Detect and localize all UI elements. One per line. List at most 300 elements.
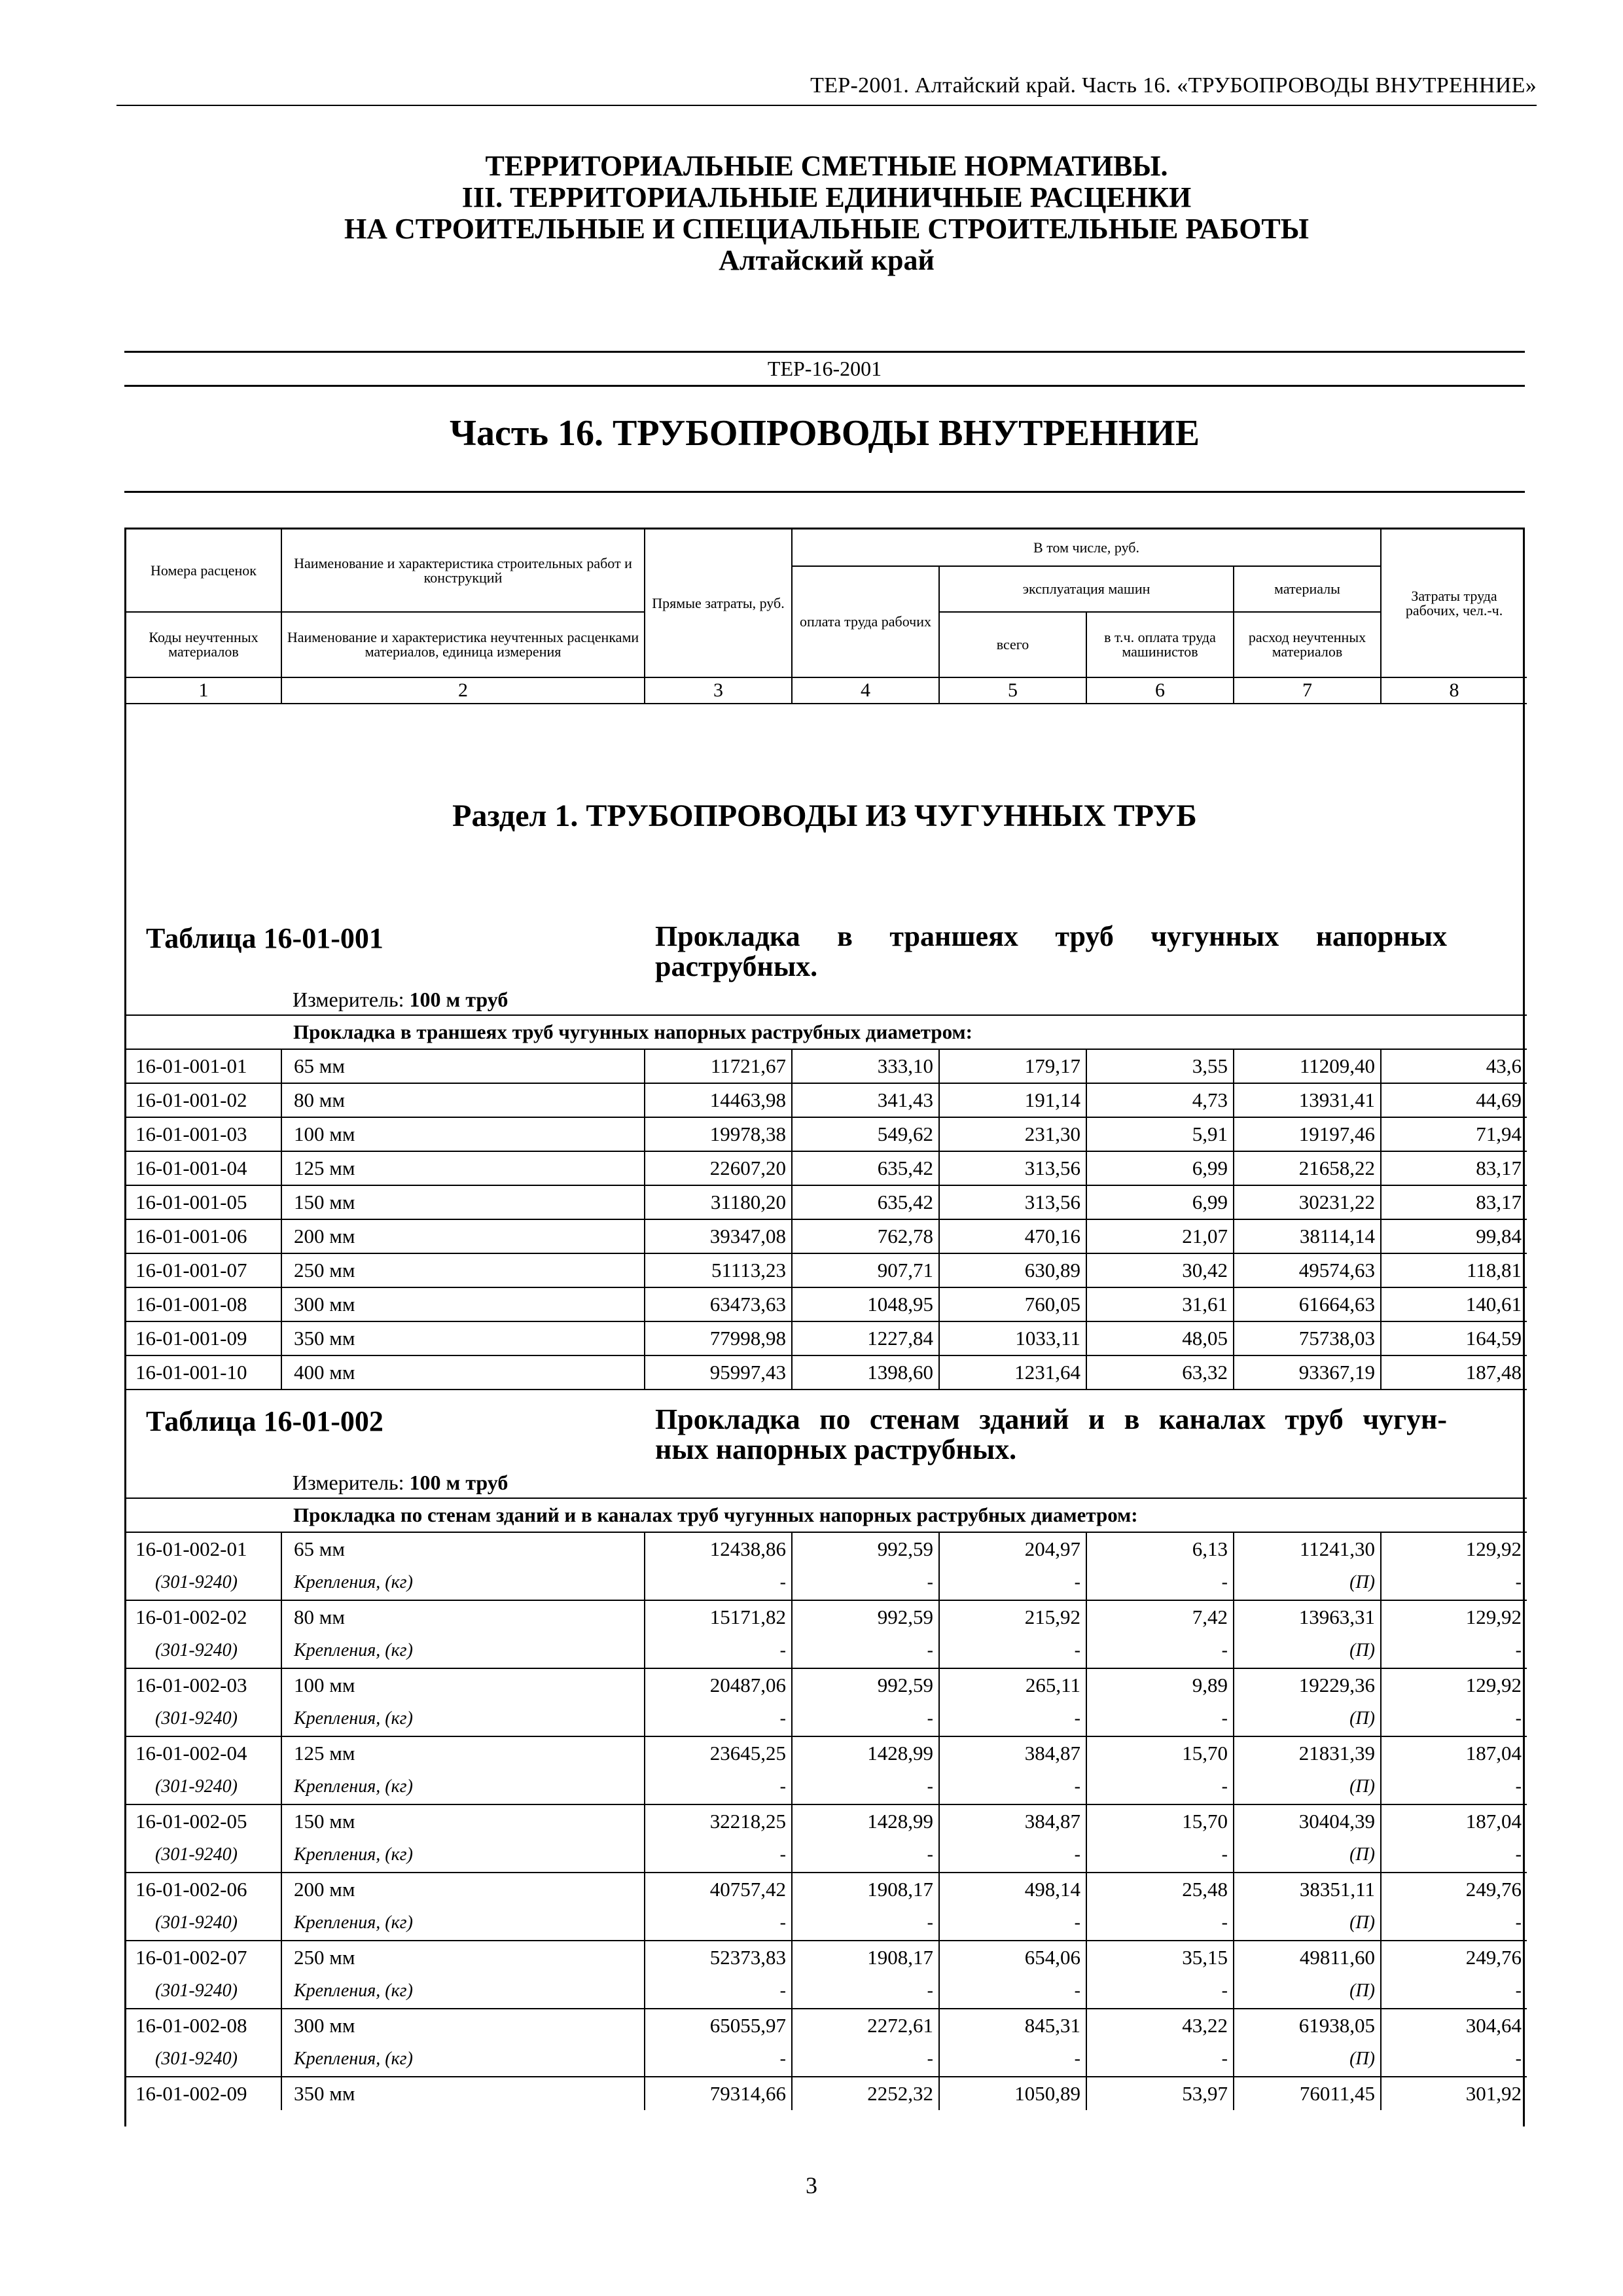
- rate-code: (301-9240): [126, 1566, 281, 1600]
- materials-cost: 11241,30: [1234, 1532, 1381, 1566]
- col-number-6: 6: [1086, 677, 1234, 704]
- rate-code: 16-01-001-08: [126, 1287, 281, 1321]
- labor-hours: 83,17: [1381, 1151, 1527, 1185]
- item-name: 250 мм: [281, 1253, 645, 1287]
- item-name: Крепления, (кг): [281, 1974, 645, 2009]
- labor-hours: 129,92: [1381, 1668, 1527, 1702]
- labor-hours: 164,59: [1381, 1321, 1527, 1355]
- table-16-01-001-heading: [126, 914, 1523, 984]
- materials-cost: 75738,03: [1234, 1321, 1381, 1355]
- section-title: Раздел 1. ТРУБОПРОВОДЫ ИЗ ЧУГУННЫХ ТРУБ: [452, 798, 1197, 833]
- direct-cost: 51113,23: [645, 1253, 792, 1287]
- machinist-labor: 15,70: [1086, 1804, 1234, 1838]
- labor-cost: 762,78: [792, 1219, 939, 1253]
- labor-hours: 304,64: [1381, 2009, 1527, 2042]
- ter-code: ТЕР-16-2001: [767, 357, 882, 380]
- labor-cost: 635,42: [792, 1185, 939, 1219]
- machinist-labor: 7,42: [1086, 1600, 1234, 1634]
- table-row: [126, 1804, 1527, 1838]
- machinist-labor: -: [1086, 1634, 1234, 1668]
- rate-code: (301-9240): [126, 1634, 281, 1668]
- rate-code: (301-9240): [126, 1906, 281, 1941]
- col-1-top-header: Номера расценок: [126, 529, 281, 612]
- rate-code: 16-01-002-04: [126, 1736, 281, 1770]
- direct-cost: 20487,06: [645, 1668, 792, 1702]
- labor-hours: 187,04: [1381, 1736, 1527, 1770]
- col-number-2: 2: [281, 677, 645, 704]
- machine-cost: 1050,89: [939, 2077, 1086, 2110]
- material-subrow: [126, 1566, 1527, 1600]
- table-row: [126, 1355, 1527, 1390]
- item-name: 65 мм: [281, 1049, 645, 1083]
- labor-cost: 1908,17: [792, 1941, 939, 1974]
- item-name: 400 мм: [281, 1355, 645, 1390]
- machinist-labor: 6,13: [1086, 1532, 1234, 1566]
- item-name: 125 мм: [281, 1736, 645, 1770]
- materials-cost: 93367,19: [1234, 1355, 1381, 1390]
- table-16-01-002: [126, 1498, 1527, 2110]
- rate-code: 16-01-002-06: [126, 1873, 281, 1906]
- col-4-header: оплата труда рабочих: [792, 566, 939, 677]
- machine-cost: 265,11: [939, 1668, 1086, 1702]
- machine-cost: 654,06: [939, 1941, 1086, 1974]
- item-name: 350 мм: [281, 2077, 645, 2110]
- rate-code: 16-01-001-04: [126, 1151, 281, 1185]
- title-line-3: НА СТРОИТЕЛЬНЫЕ И СПЕЦИАЛЬНЫЕ СТРОИТЕЛЬНЫЕ РАБОТЫ: [344, 213, 1309, 245]
- materials-cost: (П): [1234, 1566, 1381, 1600]
- group-header: В том числе, руб.: [792, 529, 1381, 566]
- unit-value: 100 м труб: [409, 988, 508, 1011]
- item-name: 80 мм: [281, 1083, 645, 1117]
- col-number-1: 1: [126, 677, 281, 704]
- col-7-header: расход неучтенных материалов: [1234, 612, 1381, 677]
- direct-cost: 79314,66: [645, 2077, 792, 2110]
- unit-line: [126, 1467, 1523, 1498]
- direct-cost: 95997,43: [645, 1355, 792, 1390]
- labor-cost: 333,10: [792, 1049, 939, 1083]
- unit-value: 100 м труб: [409, 1471, 508, 1494]
- direct-cost: 12438,86: [645, 1532, 792, 1566]
- direct-cost: 52373,83: [645, 1941, 792, 1974]
- labor-hours: 187,48: [1381, 1355, 1527, 1390]
- direct-cost: 40757,42: [645, 1873, 792, 1906]
- machinist-labor: -: [1086, 1770, 1234, 1804]
- material-subrow: [126, 1906, 1527, 1941]
- labor-hours: -: [1381, 1566, 1527, 1600]
- machine-cost: 384,87: [939, 1804, 1086, 1838]
- item-name: 200 мм: [281, 1873, 645, 1906]
- rule-under-part: [124, 491, 1525, 493]
- rate-code: 16-01-001-07: [126, 1253, 281, 1287]
- machine-cost: 215,92: [939, 1600, 1086, 1634]
- title-line-4: Алтайский край: [719, 244, 935, 276]
- table-number: Таблица 16-01-002: [146, 1405, 383, 1437]
- rate-code: 16-01-001-09: [126, 1321, 281, 1355]
- col-5-header: всего: [939, 612, 1086, 677]
- materials-cost: (П): [1234, 1974, 1381, 2009]
- labor-cost: 2252,32: [792, 2077, 939, 2110]
- machinist-labor: -: [1086, 2042, 1234, 2077]
- direct-cost: -: [645, 1770, 792, 1804]
- table-row: [126, 1219, 1527, 1253]
- table-row: [126, 1049, 1527, 1083]
- labor-hours: 129,92: [1381, 1532, 1527, 1566]
- materials-cost: 38351,11: [1234, 1873, 1381, 1906]
- unit-label: Измеритель:: [293, 988, 404, 1011]
- unit-label: Измеритель:: [293, 1471, 404, 1494]
- machinist-labor: -: [1086, 1974, 1234, 2009]
- machine-cost: -: [939, 1566, 1086, 1600]
- rate-code: (301-9240): [126, 2042, 281, 2077]
- materials-cost: 30231,22: [1234, 1185, 1381, 1219]
- rate-code: (301-9240): [126, 1974, 281, 2009]
- item-name: 125 мм: [281, 1151, 645, 1185]
- labor-hours: 44,69: [1381, 1083, 1527, 1117]
- direct-cost: 77998,98: [645, 1321, 792, 1355]
- table-description-line-1: Прокладка по стенам зданий и в каналах труб чугун-: [655, 1403, 1447, 1435]
- rate-code: 16-01-001-01: [126, 1049, 281, 1083]
- machinist-labor: -: [1086, 1906, 1234, 1941]
- labor-cost: 992,59: [792, 1668, 939, 1702]
- machine-cost: -: [939, 1702, 1086, 1736]
- table-subheading: Прокладка в траншеях труб чугунных напорных раструбных диаметром:: [281, 1015, 1527, 1049]
- col-3-header: Прямые затраты, руб.: [645, 529, 792, 677]
- direct-cost: 22607,20: [645, 1151, 792, 1185]
- materials-header: материалы: [1234, 566, 1381, 612]
- materials-cost: 61664,63: [1234, 1287, 1381, 1321]
- material-subrow: [126, 1974, 1527, 2009]
- labor-hours: 43,6: [1381, 1049, 1527, 1083]
- materials-cost: (П): [1234, 1770, 1381, 1804]
- item-name: Крепления, (кг): [281, 1702, 645, 1736]
- material-subrow: [126, 1770, 1527, 1804]
- title-line-2: III. ТЕРРИТОРИАЛЬНЫЕ ЕДИНИЧНЫЕ РАСЦЕНКИ: [461, 181, 1192, 213]
- machine-cost: -: [939, 1838, 1086, 1873]
- rates-table-frame: [124, 528, 1525, 2126]
- materials-cost: (П): [1234, 1906, 1381, 1941]
- rate-code: 16-01-002-03: [126, 1668, 281, 1702]
- materials-cost: (П): [1234, 2042, 1381, 2077]
- materials-cost: (П): [1234, 1702, 1381, 1736]
- machinist-labor: 43,22: [1086, 2009, 1234, 2042]
- machinist-labor: 5,91: [1086, 1117, 1234, 1151]
- direct-cost: 65055,97: [645, 2009, 792, 2042]
- machinist-labor: 6,99: [1086, 1151, 1234, 1185]
- item-name: 80 мм: [281, 1600, 645, 1634]
- direct-cost: -: [645, 1702, 792, 1736]
- machinist-labor: 9,89: [1086, 1668, 1234, 1702]
- rate-code: (301-9240): [126, 1838, 281, 1873]
- machinist-labor: 3,55: [1086, 1049, 1234, 1083]
- rate-code: 16-01-001-02: [126, 1083, 281, 1117]
- labor-hours: -: [1381, 1906, 1527, 1941]
- materials-cost: 11209,40: [1234, 1049, 1381, 1083]
- materials-cost: 19229,36: [1234, 1668, 1381, 1702]
- labor-cost: 992,59: [792, 1532, 939, 1566]
- labor-hours: 129,92: [1381, 1600, 1527, 1634]
- labor-cost: -: [792, 1974, 939, 2009]
- rate-code: 16-01-001-03: [126, 1117, 281, 1151]
- direct-cost: -: [645, 1974, 792, 2009]
- title-line-1: ТЕРРИТОРИАЛЬНЫЕ СМЕТНЫЕ НОРМАТИВЫ.: [485, 150, 1168, 182]
- machine-cost: 498,14: [939, 1873, 1086, 1906]
- machinist-labor: 53,97: [1086, 2077, 1234, 2110]
- machine-cost: 313,56: [939, 1185, 1086, 1219]
- direct-cost: 11721,67: [645, 1049, 792, 1083]
- item-name: Крепления, (кг): [281, 1770, 645, 1804]
- direct-cost: 23645,25: [645, 1736, 792, 1770]
- direct-cost: 39347,08: [645, 1219, 792, 1253]
- labor-cost: -: [792, 1906, 939, 1941]
- rate-code: 16-01-002-02: [126, 1600, 281, 1634]
- labor-hours: 301,92: [1381, 2077, 1527, 2110]
- col-number-8: 8: [1381, 677, 1527, 704]
- col-1-bottom-header: Коды неучтенных материалов: [126, 612, 281, 677]
- table-16-01-001-rows: [126, 1049, 1527, 1390]
- materials-cost: 30404,39: [1234, 1804, 1381, 1838]
- table-row: [126, 1600, 1527, 1634]
- rate-code: 16-01-002-07: [126, 1941, 281, 1974]
- machine-cost: -: [939, 1974, 1086, 2009]
- labor-cost: 1227,84: [792, 1321, 939, 1355]
- materials-cost: 13963,31: [1234, 1600, 1381, 1634]
- labor-cost: -: [792, 1838, 939, 1873]
- item-name: 250 мм: [281, 1941, 645, 1974]
- col-number-4: 4: [792, 677, 939, 704]
- machine-cost: 630,89: [939, 1253, 1086, 1287]
- document-title: [116, 151, 1537, 276]
- machinist-labor: 4,73: [1086, 1083, 1234, 1117]
- table-row: [126, 1287, 1527, 1321]
- labor-hours: -: [1381, 2042, 1527, 2077]
- materials-cost: 49574,63: [1234, 1253, 1381, 1287]
- material-subrow: [126, 1838, 1527, 1873]
- labor-hours: 118,81: [1381, 1253, 1527, 1287]
- machinist-labor: 63,32: [1086, 1355, 1234, 1390]
- labor-cost: 549,62: [792, 1117, 939, 1151]
- item-name: Крепления, (кг): [281, 1906, 645, 1941]
- table-row: [126, 1668, 1527, 1702]
- materials-cost: 21658,22: [1234, 1151, 1381, 1185]
- table-row: [126, 1253, 1527, 1287]
- item-name: Крепления, (кг): [281, 1838, 645, 1873]
- rate-code: (301-9240): [126, 1702, 281, 1736]
- machinist-labor: 21,07: [1086, 1219, 1234, 1253]
- page-number: 3: [806, 2172, 817, 2198]
- labor-cost: 635,42: [792, 1151, 939, 1185]
- labor-hours: 99,84: [1381, 1219, 1527, 1253]
- rate-code: 16-01-002-08: [126, 2009, 281, 2042]
- machine-cost: 231,30: [939, 1117, 1086, 1151]
- machines-header: эксплуатация машин: [939, 566, 1234, 612]
- labor-hours: 249,76: [1381, 1873, 1527, 1906]
- rate-code: 16-01-002-05: [126, 1804, 281, 1838]
- materials-cost: 19197,46: [1234, 1117, 1381, 1151]
- labor-cost: 907,71: [792, 1253, 939, 1287]
- direct-cost: -: [645, 1838, 792, 1873]
- machinist-labor: 30,42: [1086, 1253, 1234, 1287]
- item-name: Крепления, (кг): [281, 1634, 645, 1668]
- table-row: [126, 2077, 1527, 2110]
- direct-cost: 19978,38: [645, 1117, 792, 1151]
- table-description: Прокладка в траншеях труб чугунных напорных раструбных.: [655, 920, 1447, 982]
- rate-code: 16-01-002-01: [126, 1532, 281, 1566]
- direct-cost: 31180,20: [645, 1185, 792, 1219]
- table-16-01-002-rows: [126, 1532, 1527, 2110]
- table-16-01-002-heading: [126, 1397, 1523, 1467]
- labor-hours: 71,94: [1381, 1117, 1527, 1151]
- labor-cost: -: [792, 1566, 939, 1600]
- machine-cost: 204,97: [939, 1532, 1086, 1566]
- column-header-table: [126, 529, 1527, 704]
- table-description: [655, 1405, 1447, 1465]
- table-row: [126, 1736, 1527, 1770]
- labor-cost: -: [792, 1634, 939, 1668]
- table-row: [126, 1151, 1527, 1185]
- table-row: [126, 1185, 1527, 1219]
- machinist-labor: 31,61: [1086, 1287, 1234, 1321]
- col-6-header: в т.ч. оплата труда машинистов: [1086, 612, 1234, 677]
- machinist-labor: -: [1086, 1566, 1234, 1600]
- item-name: Крепления, (кг): [281, 1566, 645, 1600]
- labor-cost: -: [792, 2042, 939, 2077]
- item-name: Крепления, (кг): [281, 2042, 645, 2077]
- item-name: 150 мм: [281, 1185, 645, 1219]
- labor-cost: 1908,17: [792, 1873, 939, 1906]
- machine-cost: 179,17: [939, 1049, 1086, 1083]
- materials-cost: (П): [1234, 1838, 1381, 1873]
- col-number-7: 7: [1234, 677, 1381, 704]
- machinist-labor: 35,15: [1086, 1941, 1234, 1974]
- machinist-labor: -: [1086, 1702, 1234, 1736]
- materials-cost: 61938,05: [1234, 2009, 1381, 2042]
- labor-hours: -: [1381, 1974, 1527, 2009]
- material-subrow: [126, 2042, 1527, 2077]
- machine-cost: 845,31: [939, 2009, 1086, 2042]
- machine-cost: -: [939, 1906, 1086, 1941]
- col-2-top-header: Наименование и характеристика строительных работ и конструкций: [281, 529, 645, 612]
- table-row: [126, 1873, 1527, 1906]
- materials-cost: (П): [1234, 1634, 1381, 1668]
- direct-cost: 63473,63: [645, 1287, 792, 1321]
- item-name: 300 мм: [281, 2009, 645, 2042]
- direct-cost: 32218,25: [645, 1804, 792, 1838]
- header-rule: [116, 105, 1537, 106]
- labor-hours: 140,61: [1381, 1287, 1527, 1321]
- item-name: 350 мм: [281, 1321, 645, 1355]
- col-8-header: Затраты труда рабочих, чел.-ч.: [1381, 529, 1527, 677]
- col-number-3: 3: [645, 677, 792, 704]
- labor-hours: -: [1381, 1702, 1527, 1736]
- rule-under-code: [124, 385, 1525, 387]
- direct-cost: -: [645, 1566, 792, 1600]
- labor-cost: -: [792, 1702, 939, 1736]
- machinist-labor: 6,99: [1086, 1185, 1234, 1219]
- machine-cost: 760,05: [939, 1287, 1086, 1321]
- table-row: [126, 1941, 1527, 1974]
- item-name: 65 мм: [281, 1532, 645, 1566]
- rate-code: 16-01-001-06: [126, 1219, 281, 1253]
- table-number: Таблица 16-01-001: [146, 922, 383, 954]
- machine-cost: -: [939, 1634, 1086, 1668]
- labor-hours: -: [1381, 1634, 1527, 1668]
- machinist-labor: -: [1086, 1838, 1234, 1873]
- materials-cost: 38114,14: [1234, 1219, 1381, 1253]
- labor-cost: 1048,95: [792, 1287, 939, 1321]
- unit-line: [126, 984, 1523, 1014]
- item-name: 100 мм: [281, 1117, 645, 1151]
- running-header: ТЕР-2001. Алтайский край. Часть 16. «ТРУБОПРОВОДЫ ВНУТРЕННИЕ»: [810, 73, 1537, 98]
- col-number-5: 5: [939, 677, 1086, 704]
- machine-cost: -: [939, 1770, 1086, 1804]
- direct-cost: 15171,82: [645, 1600, 792, 1634]
- machine-cost: 313,56: [939, 1151, 1086, 1185]
- table-row: [126, 2009, 1527, 2042]
- part-title: Часть 16. ТРУБОПРОВОДЫ ВНУТРЕННИЕ: [449, 413, 1200, 454]
- labor-cost: 992,59: [792, 1600, 939, 1634]
- materials-cost: 21831,39: [1234, 1736, 1381, 1770]
- machine-cost: 470,16: [939, 1219, 1086, 1253]
- labor-hours: 83,17: [1381, 1185, 1527, 1219]
- direct-cost: -: [645, 1634, 792, 1668]
- labor-cost: 1428,99: [792, 1736, 939, 1770]
- table-subheading: Прокладка по стенам зданий и в каналах труб чугунных напорных раструбных диаметром:: [281, 1498, 1527, 1532]
- material-subrow: [126, 1634, 1527, 1668]
- table-16-01-001: [126, 1014, 1527, 1390]
- machine-cost: 1231,64: [939, 1355, 1086, 1390]
- materials-cost: 76011,45: [1234, 2077, 1381, 2110]
- rate-code: (301-9240): [126, 1770, 281, 1804]
- table-row: [126, 1117, 1527, 1151]
- table-description-line-2: ных напорных раструбных.: [655, 1433, 1017, 1465]
- rule-top: [124, 351, 1525, 353]
- materials-cost: 49811,60: [1234, 1941, 1381, 1974]
- rate-code: 16-01-001-05: [126, 1185, 281, 1219]
- item-name: 150 мм: [281, 1804, 645, 1838]
- machinist-labor: 15,70: [1086, 1736, 1234, 1770]
- table-row: [126, 1083, 1527, 1117]
- table-row: [126, 1321, 1527, 1355]
- materials-cost: 13931,41: [1234, 1083, 1381, 1117]
- machine-cost: 1033,11: [939, 1321, 1086, 1355]
- labor-cost: 1428,99: [792, 1804, 939, 1838]
- rate-code: 16-01-001-10: [126, 1355, 281, 1390]
- col-2-bottom-header: Наименование и характеристика неучтенных расценками материалов, единица измерения: [281, 612, 645, 677]
- labor-cost: 2272,61: [792, 2009, 939, 2042]
- labor-hours: 249,76: [1381, 1941, 1527, 1974]
- table-row: [126, 1532, 1527, 1566]
- labor-hours: -: [1381, 1770, 1527, 1804]
- labor-cost: 341,43: [792, 1083, 939, 1117]
- machinist-labor: 25,48: [1086, 1873, 1234, 1906]
- rate-code: 16-01-002-09: [126, 2077, 281, 2110]
- material-subrow: [126, 1702, 1527, 1736]
- direct-cost: -: [645, 2042, 792, 2077]
- labor-hours: -: [1381, 1838, 1527, 1873]
- direct-cost: -: [645, 1906, 792, 1941]
- direct-cost: 14463,98: [645, 1083, 792, 1117]
- labor-hours: 187,04: [1381, 1804, 1527, 1838]
- machine-cost: 191,14: [939, 1083, 1086, 1117]
- labor-cost: -: [792, 1770, 939, 1804]
- item-name: 200 мм: [281, 1219, 645, 1253]
- item-name: 100 мм: [281, 1668, 645, 1702]
- machine-cost: -: [939, 2042, 1086, 2077]
- machine-cost: 384,87: [939, 1736, 1086, 1770]
- machinist-labor: 48,05: [1086, 1321, 1234, 1355]
- item-name: 300 мм: [281, 1287, 645, 1321]
- labor-cost: 1398,60: [792, 1355, 939, 1390]
